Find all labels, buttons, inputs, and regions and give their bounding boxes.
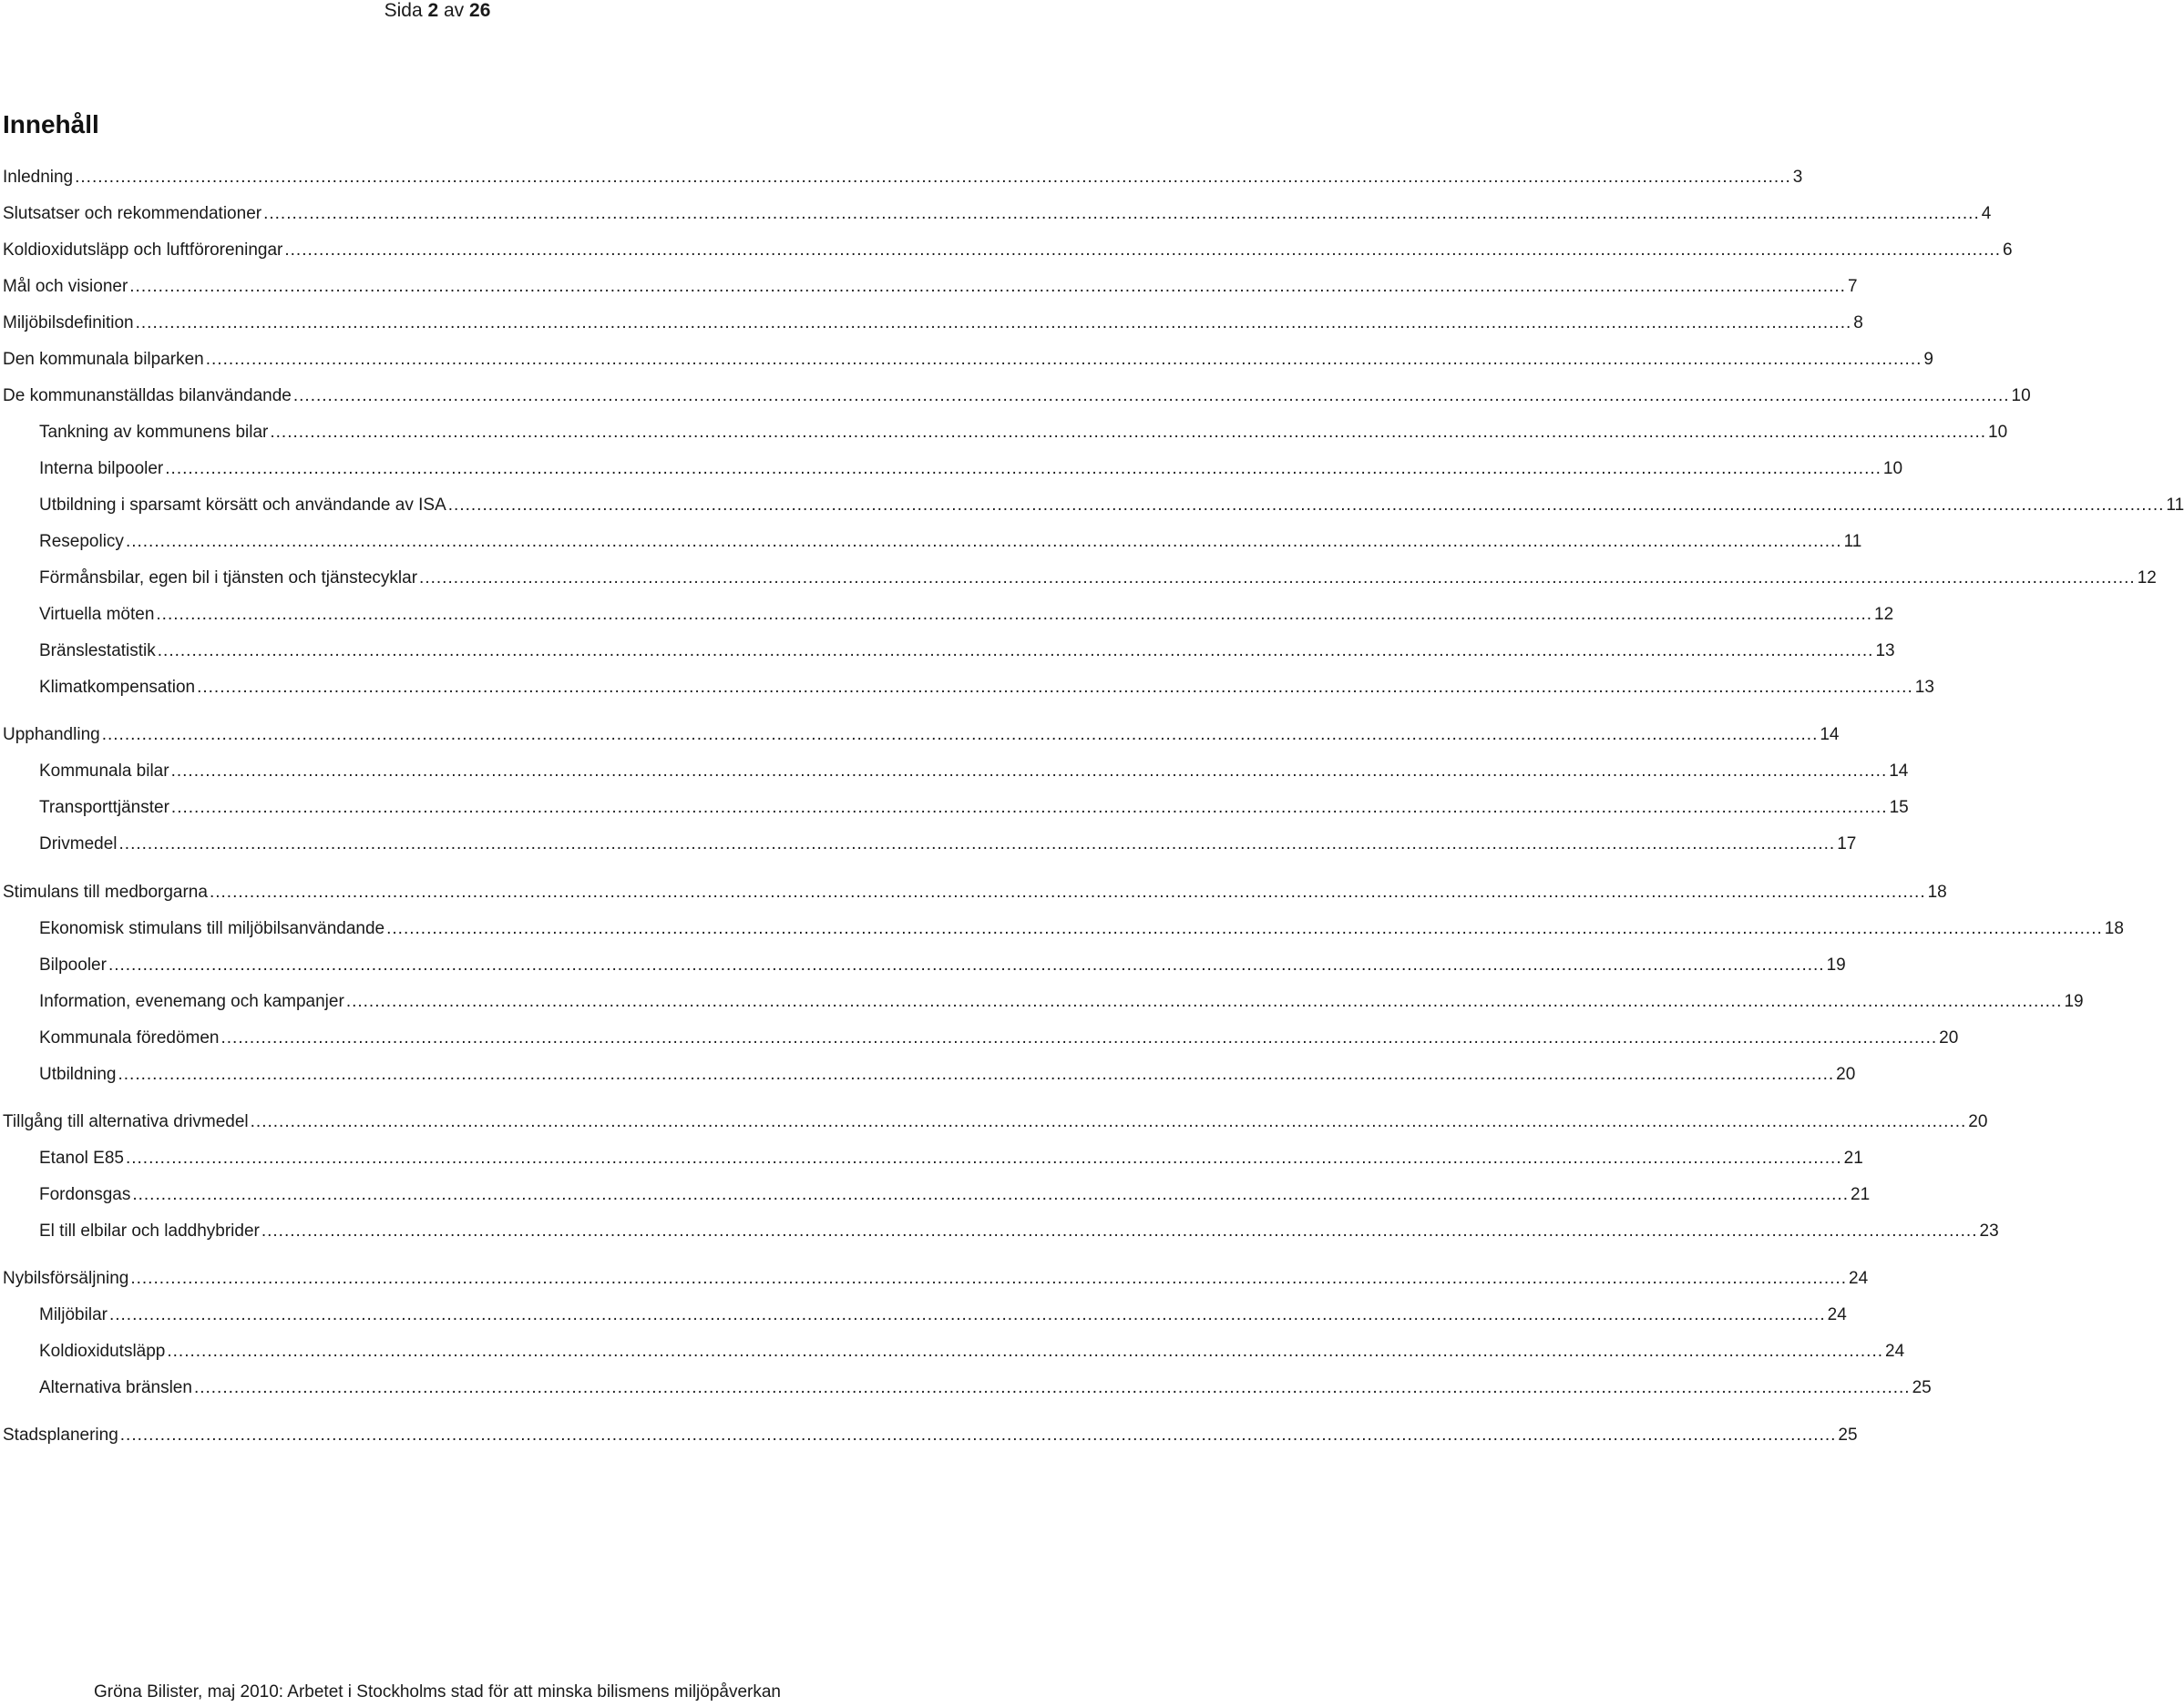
toc-entry-label: Den kommunala bilparken bbox=[3, 350, 204, 369]
toc-entry-label: Drivmedel bbox=[39, 834, 118, 854]
toc-entry[interactable] bbox=[39, 1341, 1905, 1363]
toc-entry[interactable] bbox=[39, 567, 2157, 589]
dot-leader: ............................................................................................................................................................................................................................................................................................................ bbox=[205, 350, 1923, 369]
toc-entry-page-number: 14 bbox=[1820, 725, 1840, 744]
dot-leader: ............................................................................................................................................................................................................................................................................................................ bbox=[165, 459, 1882, 478]
dot-leader: ............................................................................................................................................................................................................................................................................................................ bbox=[118, 1065, 1835, 1084]
toc-entry-label: Koldioxidutsläpp bbox=[39, 1342, 166, 1361]
toc-entry-page-number: 9 bbox=[1923, 350, 1933, 369]
dot-leader: ............................................................................................................................................................................................................................................................................................................ bbox=[209, 883, 1926, 902]
toc-entry[interactable] bbox=[39, 955, 1846, 976]
dot-leader: ............................................................................................................................................................................................................................................................................................................ bbox=[250, 1112, 1967, 1131]
dot-leader: ............................................................................................................................................................................................................................................................................................................ bbox=[130, 1269, 1847, 1288]
toc-entry-label: Etanol E85 bbox=[39, 1149, 124, 1168]
toc-entry-label: Nybilsförsäljning bbox=[3, 1269, 129, 1288]
toc-entry-page-number: 20 bbox=[1968, 1112, 1988, 1131]
dot-leader: ............................................................................................................................................................................................................................................................................................................ bbox=[263, 204, 1980, 223]
toc-entry-label: Transporttjänster bbox=[39, 798, 169, 817]
toc-entry-label: Resepolicy bbox=[39, 532, 124, 551]
toc-entry-page-number: 20 bbox=[1939, 1028, 1959, 1048]
toc-entry[interactable] bbox=[39, 833, 1857, 855]
dot-leader: ............................................................................................................................................................................................................................................................................................................ bbox=[261, 1221, 1978, 1241]
dot-leader: ............................................................................................................................................................................................................................................................................................................ bbox=[345, 992, 2063, 1011]
toc-entry-page-number: 17 bbox=[1837, 834, 1857, 854]
dot-leader: ............................................................................................................................................................................................................................................................................................................ bbox=[197, 678, 1913, 697]
toc-entry-page-number: 21 bbox=[1851, 1185, 1871, 1204]
toc-entry-label: Fordonsgas bbox=[39, 1185, 131, 1204]
page-of-label: av bbox=[438, 0, 470, 21]
dot-leader: ............................................................................................................................................................................................................................................................................................................ bbox=[220, 1028, 1938, 1048]
current-page-number: 2 bbox=[427, 0, 439, 21]
toc-entry-page-number: 21 bbox=[1843, 1149, 1863, 1168]
toc-entry[interactable] bbox=[39, 1064, 1856, 1086]
dot-leader: ............................................................................................................................................................................................................................................................................................................ bbox=[447, 496, 2165, 515]
toc-entry-label: Stimulans till medborgarna bbox=[3, 883, 208, 902]
toc-entry-label: Slutsatser och rekommendationer bbox=[3, 204, 262, 223]
toc-entry[interactable] bbox=[39, 458, 1903, 480]
toc-entry-label: Koldioxidutsläpp och luftföroreningar bbox=[3, 240, 283, 260]
toc-entry[interactable] bbox=[3, 167, 1803, 189]
dot-leader: ............................................................................................................................................................................................................................................................................................................ bbox=[156, 605, 1873, 624]
dot-leader: ............................................................................................................................................................................................................................................................................................................ bbox=[270, 423, 1987, 442]
dot-leader: ............................................................................................................................................................................................................................................................................................................ bbox=[101, 725, 1819, 744]
toc-entry[interactable] bbox=[39, 1148, 1863, 1170]
dot-leader: ............................................................................................................................................................................................................................................................................................................ bbox=[119, 1426, 1837, 1445]
toc-entry-page-number: 11 bbox=[2166, 496, 2184, 515]
toc-entry[interactable] bbox=[39, 991, 2084, 1013]
toc-entry-page-number: 24 bbox=[1885, 1342, 1905, 1361]
toc-entry[interactable] bbox=[39, 797, 1909, 819]
toc-entry-label: Kommunala bilar bbox=[39, 762, 169, 781]
toc-entry-page-number: 3 bbox=[1792, 168, 1803, 187]
page-header bbox=[0, 0, 875, 22]
toc-entry-label: Utbildning i sparsamt körsätt och användande av ISA bbox=[39, 496, 446, 515]
dot-leader: ............................................................................................................................................................................................................................................................................................................ bbox=[129, 277, 1846, 296]
dot-leader: ............................................................................................................................................................................................................................................................................................................ bbox=[125, 1149, 1842, 1168]
toc-entry[interactable] bbox=[39, 531, 1862, 553]
toc-entry[interactable] bbox=[39, 918, 2124, 940]
toc-entry-label: Förmånsbilar, egen bil i tjänsten och tjänstecyklar bbox=[39, 568, 418, 588]
toc-title: Innehåll bbox=[3, 110, 99, 138]
toc-entry-label: De kommunanställdas bilanvändande bbox=[3, 386, 292, 405]
toc-entry-page-number: 6 bbox=[2003, 240, 2013, 260]
toc-entry-label: Interna bilpooler bbox=[39, 459, 164, 478]
toc-entry-label: Tillgång till alternativa drivmedel bbox=[3, 1112, 249, 1131]
toc-entry[interactable] bbox=[3, 1425, 1858, 1446]
dot-leader: ............................................................................................................................................................................................................................................................................................................ bbox=[170, 798, 1888, 817]
toc-entry[interactable] bbox=[39, 1027, 1959, 1049]
footer-text: Gröna Bilister, maj 2010: Arbetet i Stockholms stad för att minska bilismens miljöpåverkan bbox=[94, 1682, 781, 1702]
dot-leader: ............................................................................................................................................................................................................................................................................................................ bbox=[132, 1185, 1849, 1204]
toc-entry[interactable] bbox=[39, 495, 2184, 516]
toc-entry-label: Ekonomisk stimulans till miljöbilsanvändande bbox=[39, 919, 385, 938]
toc-entry[interactable] bbox=[3, 312, 1863, 334]
toc-entry[interactable] bbox=[39, 1221, 1999, 1242]
dot-leader: ............................................................................................................................................................................................................................................................................................................ bbox=[135, 313, 1852, 332]
toc-entry-page-number: 19 bbox=[2064, 992, 2084, 1011]
dot-leader: ............................................................................................................................................................................................................................................................................................................ bbox=[193, 1378, 1911, 1397]
dot-leader: ............................................................................................................................................................................................................................................................................................................ bbox=[108, 956, 1825, 975]
toc-entry-page-number: 7 bbox=[1847, 277, 1858, 296]
toc-entry-page-number: 13 bbox=[1914, 678, 1934, 697]
toc-entry-label: Kommunala föredömen bbox=[39, 1028, 220, 1048]
toc-entry-page-number: 14 bbox=[1889, 762, 1909, 781]
toc-entry[interactable] bbox=[3, 203, 1992, 225]
toc-entry-label: El till elbilar och laddhybrider bbox=[39, 1221, 260, 1241]
dot-leader: ............................................................................................................................................................................................................................................................................................................ bbox=[170, 762, 1888, 781]
toc-entry-page-number: 10 bbox=[1988, 423, 2008, 442]
toc-entry[interactable] bbox=[3, 385, 2031, 407]
toc-entry[interactable] bbox=[3, 1268, 1869, 1290]
toc-entry[interactable] bbox=[39, 604, 1894, 626]
toc-entry-label: Bilpooler bbox=[39, 956, 107, 975]
toc-entry-page-number: 23 bbox=[1979, 1221, 1999, 1241]
toc-entry-label: Upphandling bbox=[3, 725, 100, 744]
toc-entry-label: Miljöbilsdefinition bbox=[3, 313, 134, 332]
toc-entry-page-number: 4 bbox=[1981, 204, 1992, 223]
toc-entry-label: Tankning av kommunens bilar bbox=[39, 423, 269, 442]
toc-entry-page-number: 10 bbox=[2011, 386, 2031, 405]
dot-leader: ............................................................................................................................................................................................................................................................................................................ bbox=[292, 386, 2010, 405]
toc-entry-page-number: 11 bbox=[1843, 532, 1862, 551]
dot-leader: ............................................................................................................................................................................................................................................................................................................ bbox=[167, 1342, 1884, 1361]
toc-entry-label: Alternativa bränslen bbox=[39, 1378, 192, 1397]
toc-entry-page-number: 12 bbox=[1874, 605, 1894, 624]
toc-entry[interactable] bbox=[39, 1377, 1932, 1399]
toc-entry[interactable] bbox=[3, 349, 1933, 371]
toc-entry-page-number: 19 bbox=[1826, 956, 1846, 975]
dot-leader: ............................................................................................................................................................................................................................................................................................................ bbox=[386, 919, 2103, 938]
toc-entry-page-number: 12 bbox=[2137, 568, 2157, 588]
toc-entry[interactable] bbox=[39, 640, 1895, 662]
toc-entry-page-number: 24 bbox=[1827, 1305, 1847, 1324]
toc-entry[interactable] bbox=[3, 882, 1947, 904]
toc-entry[interactable] bbox=[3, 1111, 1988, 1133]
toc-entry-label: Miljöbilar bbox=[39, 1305, 108, 1324]
toc-entry-label: Klimatkompensation bbox=[39, 678, 196, 697]
toc-entry[interactable] bbox=[3, 276, 1858, 298]
toc-entry-label: Information, evenemang och kampanjer bbox=[39, 992, 344, 1011]
dot-leader: ............................................................................................................................................................................................................................................................................................................ bbox=[284, 240, 2002, 260]
toc-entry-label: Stadsplanering bbox=[3, 1426, 118, 1445]
toc-entry[interactable] bbox=[39, 677, 1934, 699]
toc-entry-page-number: 15 bbox=[1889, 798, 1909, 817]
toc-entry-label: Utbildning bbox=[39, 1065, 117, 1084]
toc-entry[interactable] bbox=[39, 422, 2008, 444]
dot-leader: ............................................................................................................................................................................................................................................................................................................ bbox=[157, 641, 1874, 660]
page-label: Sida bbox=[384, 0, 428, 21]
toc-entry-page-number: 25 bbox=[1912, 1378, 1932, 1397]
dot-leader: ............................................................................................................................................................................................................................................................................................................ bbox=[419, 568, 2136, 588]
toc-entry-label: Inledning bbox=[3, 168, 74, 187]
toc-entry-page-number: 20 bbox=[1836, 1065, 1856, 1084]
dot-leader: ............................................................................................................................................................................................................................................................................................................ bbox=[118, 834, 1836, 854]
toc-entry-page-number: 8 bbox=[1853, 313, 1863, 332]
toc-entry-label: Bränslestatistik bbox=[39, 641, 156, 660]
toc-entry[interactable] bbox=[39, 1184, 1871, 1206]
toc-entry[interactable] bbox=[3, 724, 1840, 746]
toc-entry-page-number: 25 bbox=[1838, 1426, 1858, 1445]
toc-entry-page-number: 18 bbox=[2104, 919, 2124, 938]
toc-entry-page-number: 10 bbox=[1882, 459, 1903, 478]
toc-entry[interactable] bbox=[39, 761, 1909, 782]
toc-entry-label: Mål och visioner bbox=[3, 277, 128, 296]
toc-entry[interactable] bbox=[39, 1304, 1847, 1326]
total-page-count: 26 bbox=[469, 0, 491, 21]
toc-entry-page-number: 24 bbox=[1849, 1269, 1869, 1288]
dot-leader: ............................................................................................................................................................................................................................................................................................................ bbox=[108, 1305, 1826, 1324]
dot-leader: ............................................................................................................................................................................................................................................................................................................ bbox=[125, 532, 1842, 551]
toc-entry-label: Virtuella möten bbox=[39, 605, 155, 624]
toc-entry[interactable] bbox=[3, 240, 2013, 261]
dot-leader: ............................................................................................................................................................................................................................................................................................................ bbox=[75, 168, 1791, 187]
toc-entry-page-number: 13 bbox=[1875, 641, 1895, 660]
toc-entry-page-number: 18 bbox=[1927, 883, 1947, 902]
